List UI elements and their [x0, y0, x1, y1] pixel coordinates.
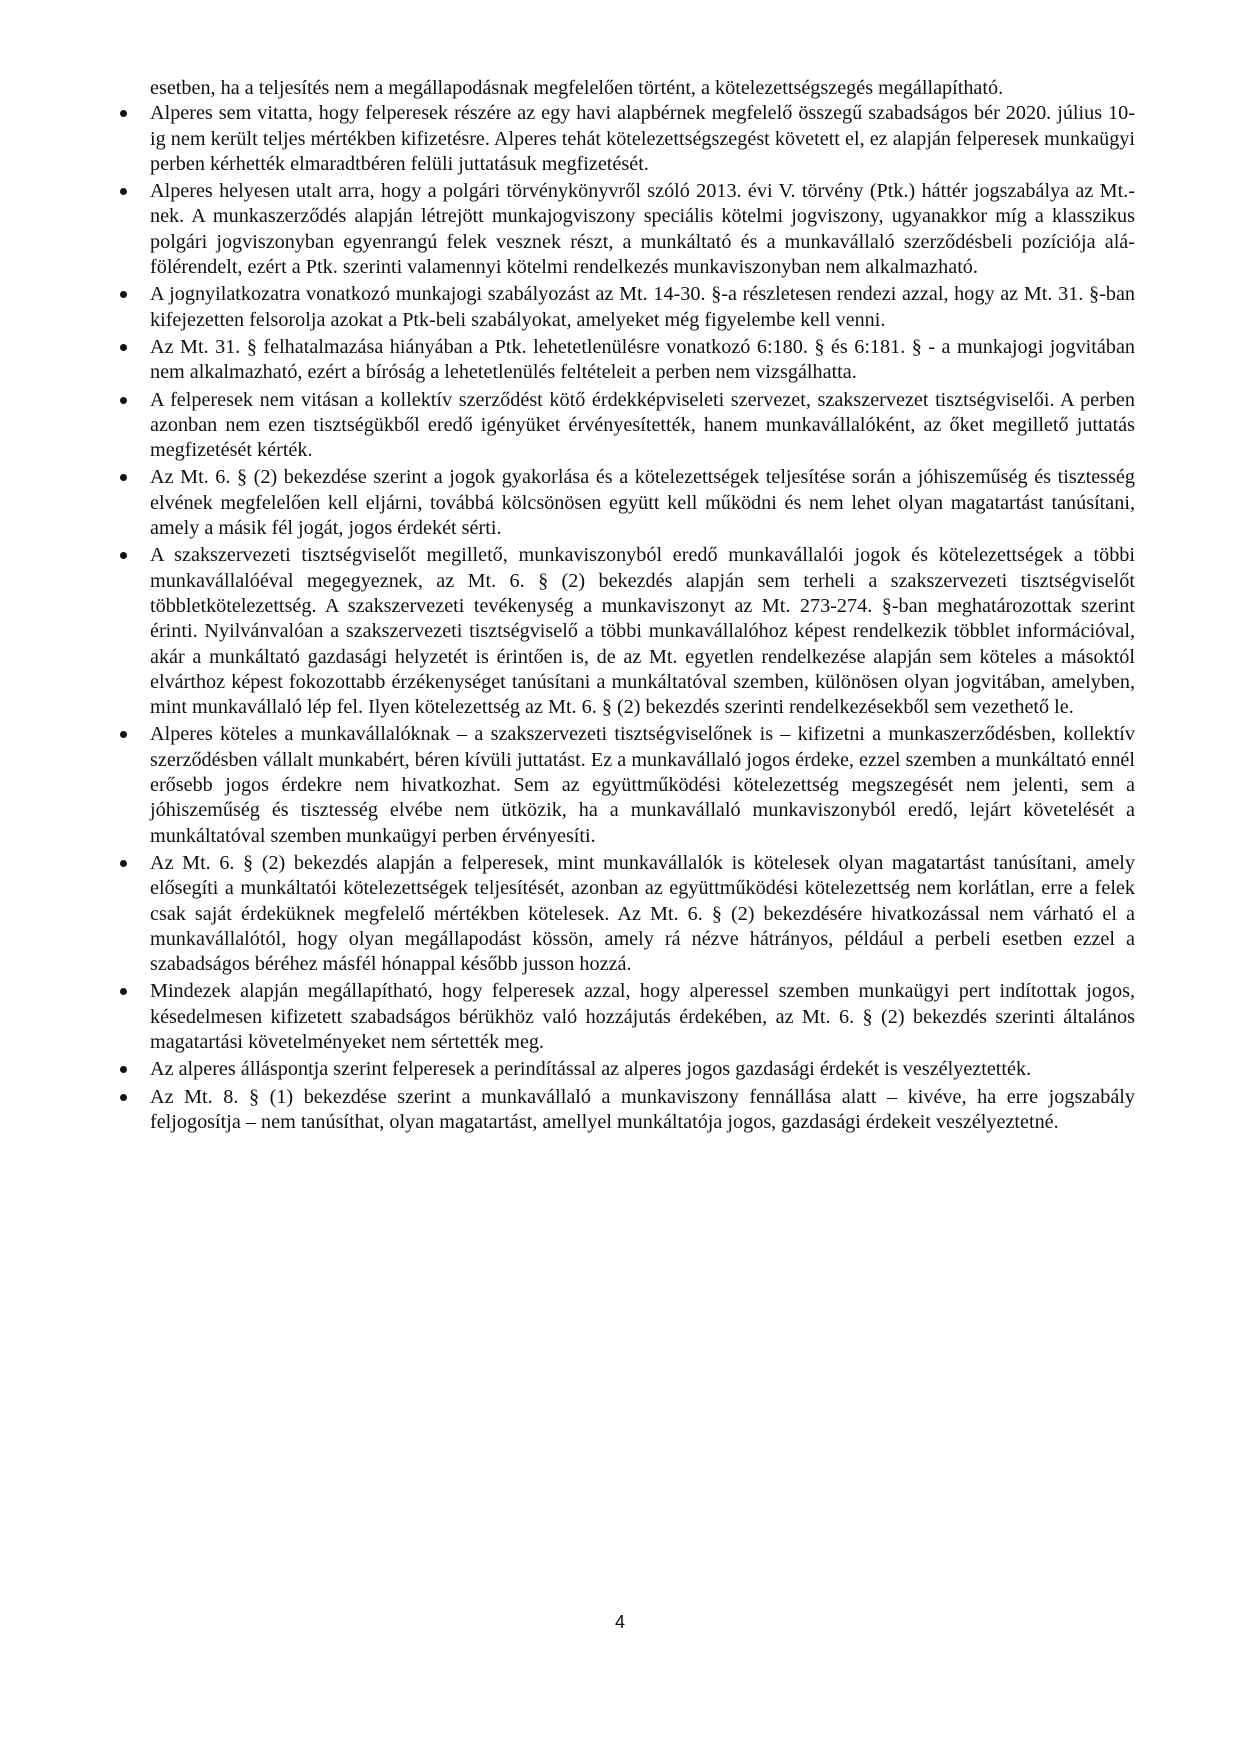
- bullet-icon: [118, 851, 128, 876]
- bullet-item: [150, 979, 1135, 1055]
- bullet-text: Alperes sem vitatta, hogy felperesek részére az egy havi alapbérnek megfelelő összegű szabadságos bér 2020. július 10-ig nem került teljes mértékben kifizetésre. Alperes tehát kötelezettségszegést követett el, ez alapján felperesek munkaügyi perben kérhették elmaradtbéren felüli juttatásuk megfizetését.: [150, 102, 1135, 175]
- bullet-item: [150, 179, 1135, 280]
- bullet-icon: [118, 543, 128, 568]
- bullet-text: Alperes helyesen utalt arra, hogy a polgári törvénykönyvről szóló 2013. évi V. törvény (Ptk.) háttér jogszabálya az Mt.-nek. A munkaszerződés alapján létrejött munkajogviszony speciális kötelmi jogviszony, ugyanakkor míg a klasszikus polgári jogviszonyban egyenrangú felek vesznek részt, a munkáltató és a munkavállaló szerződésbeli pozíciója alá-fölérendelt, ezért a Ptk. szerinti valamennyi kötelmi rendelkezés munkaviszonyban nem alkalmazható.: [150, 180, 1135, 279]
- page-number: 4: [614, 1612, 625, 1632]
- bullet-text: A jognyilatkozatra vonatkozó munkajogi szabályozást az Mt. 14-30. §-a részletesen rendezi azzal, hogy az Mt. 31. §-ban kifejezetten felsorolja azokat a Ptk-beli szabályokat, amelyeket még figyelembe kell venni.: [150, 283, 1135, 331]
- bullet-icon: [118, 1057, 128, 1082]
- bullet-text: Az Mt. 31. § felhatalmazása hiányában a Ptk. lehetetlenülésre vonatkozó 6:180. § és 6:181. § - a munkajogi jogvitában nem alkalmazható, ezért a bíróság a lehetetlenülés feltételeit a perben nem vizsgálhatta.: [150, 335, 1135, 384]
- bullet-icon: [118, 388, 128, 413]
- bullet-text: Alperes köteles a munkavállalóknak – a szakszervezeti tisztségviselőnek is – kifizetni a munkaszerződésben, kollektív szerződésben vállalt munkabért, béren kívüli juttatást. Ez a munkavállaló jogos érdeke, ezzel szemben a munkáltató ennél erősebb jogos érdekre nem hivatkozhat. Sem az együttműködési kötelezettség megszegését nem jelenti, sem a jóhiszeműség és tisztesség elvébe nem ütközik, ha a munkavállaló munkaviszonyból eredő, lejárt követelését a munkáltatóval szemben munkaügyi perben érvényesíti.: [150, 723, 1135, 847]
- bullet-text: Mindezek alapján megállapítható, hogy felperesek azzal, hogy alperessel szemben munkaügyi pert indítottak jogos, késedelmesen kifizetett szabadságos bérükhöz való hozzájutás érdekében, az Mt. 6. § (2) bekezdés szerinti általános magatartási követelményeket nem sértették meg.: [150, 980, 1135, 1053]
- bullet-item: [150, 722, 1135, 848]
- bullet-item: [150, 1085, 1135, 1136]
- bullet-item: [150, 282, 1135, 333]
- bullet-icon: [118, 101, 128, 126]
- bullet-item: [150, 465, 1135, 541]
- bullet-text: Az Mt. 6. § (2) bekezdése szerint a jogok gyakorlása és a kötelezettségek teljesítése során a jóhiszeműség és tisztesség elvének megfelelően kell eljárni, továbbá kölcsönösen együtt kell működni és nem lehet olyan magatartást tanúsítani, amely a másik fél jogát, jogos érdekét sérti.: [150, 466, 1135, 540]
- bullet-text: A felperesek nem vitásan a kollektív szerződést kötő érdekképviseleti szervezet, szakszervezet tisztségviselői. A perben azonban nem ezen tisztségükből eredő igényüket érvényesítették, hanem munkavállalóként, az őket megillető juttatás megfizetését kérték.: [150, 388, 1135, 462]
- bullet-item: [150, 101, 1135, 177]
- bullet-icon: [118, 979, 128, 1004]
- bullet-item: [150, 388, 1135, 464]
- bullet-icon: [118, 465, 128, 490]
- bullet-item: [150, 543, 1135, 720]
- bullet-text: Az alperes álláspontja szerint felperesek a perindítással az alperes jogos gazdasági érdekét is veszélyeztették.: [150, 1058, 1032, 1081]
- bullet-icon: [118, 179, 128, 204]
- bullet-text: Az Mt. 8. § (1) bekezdése szerint a munkavállaló a munkaviszony fennállása alatt – kivéve, ha erre jogszabály feljogosítja – nem tanúsíthat, olyan magatartást, amellyel munkáltatója jogos, gazdasági érdekeit veszélyeztetné.: [150, 1085, 1135, 1133]
- bullet-text: Az Mt. 6. § (2) bekezdés alapján a felperesek, mint munkavállalók is kötelesek olyan magatartást tanúsítani, amely elősegíti a munkáltatói kötelezettségek teljesítését, azonban az együttműködési kötelezettség nem korlátlan, erre a felek csak saját érdeküknek megfelelő mértékben kötelesek. Az Mt. 6. § (2) bekezdésére hivatkozással nem várható el a munkavállalótól, hogy olyan megállapodást kössön, amely rá nézve hátrányos, például a perbeli esetben ezzel a szabadságos béréhez másfél hónappal később jusson hozzá.: [150, 851, 1135, 976]
- bullet-item: [150, 851, 1135, 977]
- bullet-text: A szakszervezeti tisztségviselőt megillető, munkaviszonyból eredő munkavállalói jogok és kötelezettségek a többi munkavállalóéval megegyeznek, az Mt. 6. § (2) bekezdés alapján sem terheli a szakszervezeti tisztségviselőt többletkötelezettség. A szakszervezeti tevékenység a munkaviszonyt az Mt. 273-274. §-ban meghatározottak szerint érinti. Nyilvánvalóan a szakszervezeti tisztségviselő a többi munkavállalóhoz képest rendelkezik többlet információval, akár a munkáltató gazdasági helyzetét is érintően is, de az Mt. egyetlen rendelkezése alapján sem köteles a másoktól elvárthoz képest fokozottabb érzékenységet tanúsítani a munkáltatóval szemben, különösen olyan jogvitában, amelyben, mint munkavállaló lép fel. Ilyen kötelezettség az Mt. 6. § (2) bekezdés szerinti rendelkezésekből sem vezethető le.: [150, 544, 1135, 719]
- bullet-item: [150, 1057, 1135, 1082]
- bullet-item: [150, 335, 1135, 386]
- bullet-icon: [118, 282, 128, 307]
- continuation-paragraph: esetben, ha a teljesítés nem a megállapodásnak megfelelően történt, a kötelezettségszegés megállapítható.: [150, 77, 1004, 99]
- bullet-icon: [118, 722, 128, 747]
- bullet-icon: [118, 1085, 128, 1110]
- bullet-icon: [118, 335, 128, 360]
- page-body: [150, 76, 1135, 1137]
